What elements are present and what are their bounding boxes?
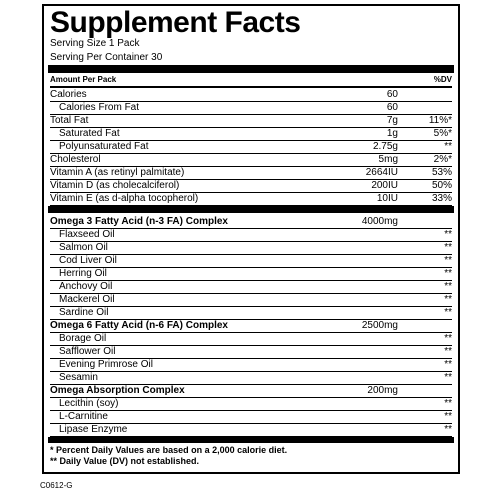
ingredient-row-label: Lipase Enzyme xyxy=(59,424,128,435)
serving-size: Serving Size 1 Pack xyxy=(50,38,140,49)
complex-row-label: Omega 3 Fatty Acid (n-3 FA) Complex xyxy=(50,216,228,227)
nutrient-row-amount: 60 xyxy=(386,89,398,100)
complex-row-amount: 4000mg xyxy=(361,216,398,227)
ingredient-row xyxy=(50,358,452,372)
ingredient-row xyxy=(50,423,452,437)
ingredient-row-dv: ** xyxy=(444,307,452,318)
ingredient-row-dv: ** xyxy=(444,372,452,383)
ingredient-row-dv: ** xyxy=(444,229,452,240)
nutrient-row-amount: 1g xyxy=(386,128,398,139)
complex-row-amount: 200mg xyxy=(367,385,398,396)
ingredient-row xyxy=(50,345,452,359)
ingredient-row xyxy=(50,267,452,281)
ingredient-row xyxy=(50,332,452,346)
ingredient-row xyxy=(50,280,452,294)
nutrient-row-label: Cholesterol xyxy=(50,154,101,165)
footnote: * Percent Daily Values are based on a 2,000 calorie diet. xyxy=(50,445,288,455)
ingredient-row xyxy=(50,293,452,307)
nutrient-row-label: Vitamin A (as retinyl palmitate) xyxy=(50,167,185,178)
ingredient-row xyxy=(50,306,452,320)
nutrient-row-label: Calories xyxy=(50,89,87,100)
ingredient-row-label: Borage Oil xyxy=(59,333,107,344)
nutrient-row-dv: ** xyxy=(444,141,452,152)
ingredient-row-label: Anchovy Oil xyxy=(59,281,113,292)
nutrient-row-label: Vitamin D (as cholecalciferol) xyxy=(50,180,180,191)
ingredient-row xyxy=(50,397,452,411)
nutrient-row-amount: 200IU xyxy=(371,180,398,191)
nutrient-row xyxy=(50,140,452,154)
nutrient-row xyxy=(50,153,452,167)
complex-row-amount: 2500mg xyxy=(361,320,398,331)
ingredient-row-label: Cod Liver Oil xyxy=(59,255,117,266)
nutrient-row-label: Calories From Fat xyxy=(59,102,140,113)
ingredient-row-dv: ** xyxy=(444,424,452,435)
nutrient-row-amount: 2664IU xyxy=(365,167,398,178)
nutrient-row-label: Saturated Fat xyxy=(59,128,120,139)
supplement-facts-panel xyxy=(42,4,460,474)
nutrient-row-amount: 5mg xyxy=(378,154,398,165)
complex-row xyxy=(50,215,452,229)
nutrient-row xyxy=(50,88,452,102)
ingredient-row-dv: ** xyxy=(444,359,452,370)
ingredient-row-dv: ** xyxy=(444,268,452,279)
nutrient-row-dv: 11%* xyxy=(428,115,452,126)
nutrient-row-amount: 7g xyxy=(386,115,398,126)
complex-row-label: Omega Absorption Complex xyxy=(50,385,185,396)
complex-row xyxy=(50,319,452,333)
ingredient-row xyxy=(50,241,452,255)
complex-row-label: Omega 6 Fatty Acid (n-6 FA) Complex xyxy=(50,320,228,331)
nutrient-row-amount: 10IU xyxy=(376,193,398,204)
footer-divider xyxy=(48,437,454,443)
nutrient-row-label: Polyunsaturated Fat xyxy=(59,141,149,152)
ingredient-row-label: Salmon Oil xyxy=(59,242,108,253)
ingredient-row-dv: ** xyxy=(444,346,452,357)
panel-title: Supplement Facts xyxy=(50,6,301,39)
ingredient-row-dv: ** xyxy=(444,242,452,253)
ingredient-row-label: Evening Primrose Oil xyxy=(59,359,153,370)
nutrient-row-dv: 53% xyxy=(431,167,452,178)
ingredient-row-dv: ** xyxy=(444,255,452,266)
complex-row xyxy=(50,384,452,398)
table-header-dv: %DV xyxy=(433,75,452,84)
ingredient-row-label: Mackerel Oil xyxy=(59,294,115,305)
ingredient-row-label: Lecithin (soy) xyxy=(59,398,119,409)
nutrient-row-amount: 2.75g xyxy=(372,141,398,152)
ingredient-row-dv: ** xyxy=(444,398,452,409)
ingredient-row xyxy=(50,371,452,385)
section-divider xyxy=(48,206,454,213)
ingredient-row-dv: ** xyxy=(444,411,452,422)
nutrient-row-dv: 50% xyxy=(431,180,452,191)
ingredient-row xyxy=(50,410,452,424)
nutrient-row xyxy=(50,179,452,193)
ingredient-row-dv: ** xyxy=(444,281,452,292)
table-header-label: Amount Per Pack xyxy=(50,75,117,84)
ingredient-row-label: Sesamin xyxy=(59,372,98,383)
servings-per-container: Serving Per Container 30 xyxy=(50,52,163,63)
top-divider xyxy=(48,65,454,73)
ingredient-row-label: Herring Oil xyxy=(59,268,107,279)
ingredient-row xyxy=(50,254,452,268)
ingredient-row-label: L-Carnitine xyxy=(59,411,108,422)
product-code: C0612-G xyxy=(40,481,73,490)
ingredient-row-label: Safflower Oil xyxy=(59,346,116,357)
nutrient-row xyxy=(50,192,452,206)
nutrient-row xyxy=(50,114,452,128)
nutrient-row-dv: 5%* xyxy=(433,128,452,139)
table-header xyxy=(50,73,452,88)
nutrient-row xyxy=(50,101,452,115)
nutrient-row-label: Vitamin E (as d-alpha tocopherol) xyxy=(50,193,199,204)
nutrient-row xyxy=(50,166,452,180)
ingredient-row-dv: ** xyxy=(444,294,452,305)
nutrient-row-amount: 60 xyxy=(386,102,398,113)
ingredient-row-dv: ** xyxy=(444,333,452,344)
ingredient-row-label: Flaxseed Oil xyxy=(59,229,115,240)
nutrient-row xyxy=(50,127,452,141)
ingredient-row xyxy=(50,228,452,242)
ingredient-row-label: Sardine Oil xyxy=(59,307,109,318)
nutrient-row-label: Total Fat xyxy=(50,115,89,126)
nutrient-row-dv: 33% xyxy=(431,193,452,204)
footnote: ** Daily Value (DV) not established. xyxy=(50,456,200,466)
nutrient-row-dv: 2%* xyxy=(433,154,452,165)
